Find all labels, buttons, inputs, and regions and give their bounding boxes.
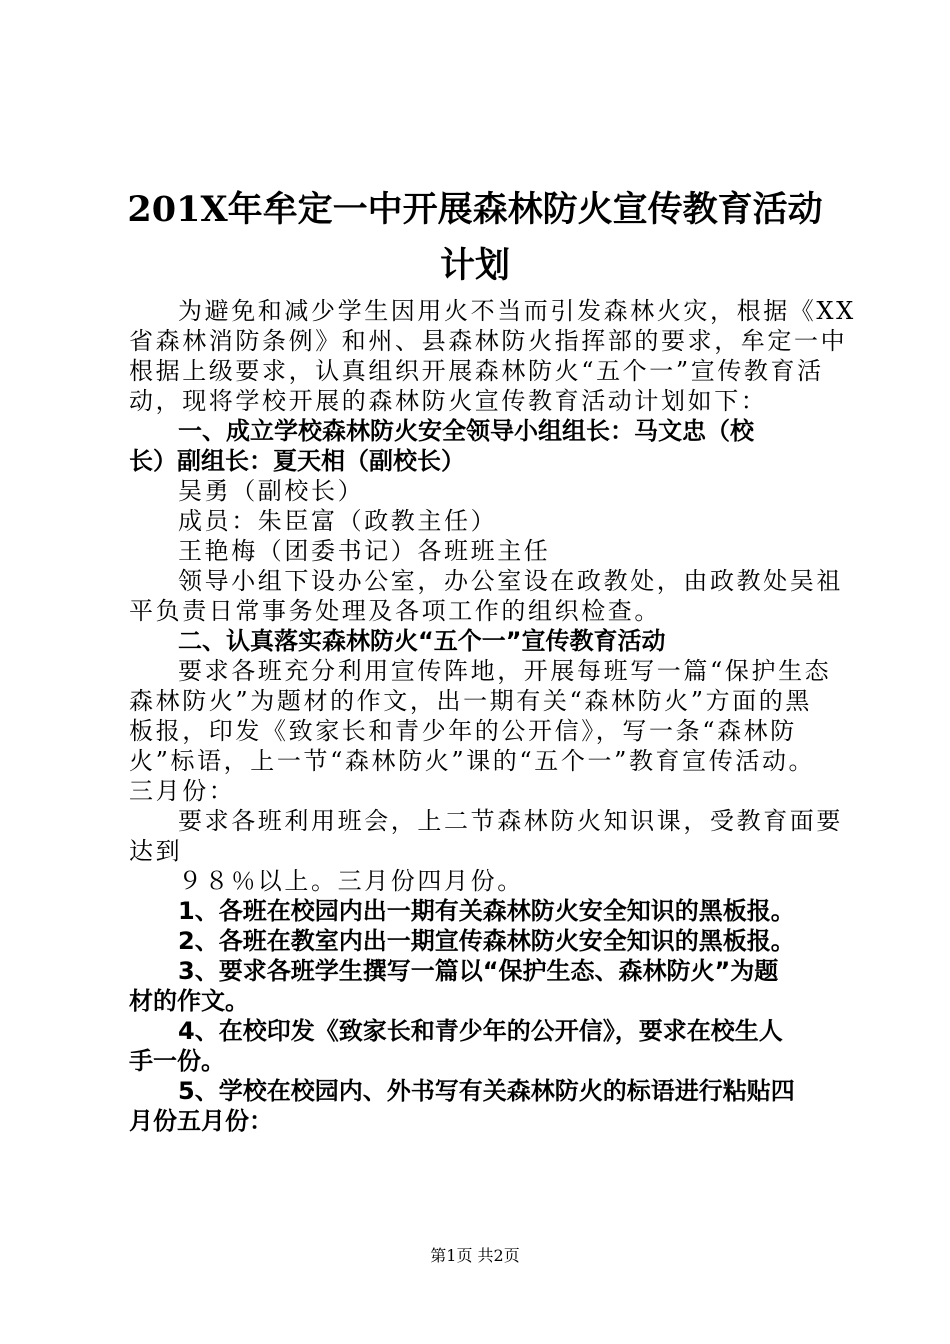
text-line: 省森林消防条例》和州、县森林防火指挥部的要求，牟定一中	[129, 327, 848, 355]
members-list	[129, 476, 844, 566]
text-line: 达到	[129, 837, 183, 865]
heading-line: 长）副组长：夏天相（副校长）	[129, 447, 465, 475]
list-item-continuation: 手一份。	[129, 1047, 225, 1075]
section-heading-1	[129, 416, 844, 476]
text-line: 火”标语，上一节“森林防火”课的“五个一”教育宣传活动。	[129, 747, 816, 775]
section-heading-2: 二、认真落实森林防火“五个一”宣传教育活动	[178, 627, 666, 655]
paragraph-class-meeting	[129, 806, 844, 866]
text-line: 动，现将学校开展的森林防火宣传教育活动计划如下：	[129, 387, 768, 415]
list-item: 1、各班在校园内出一期有关森林防火安全知识的黑板报。	[178, 897, 795, 925]
document-title-line-2: 计划	[439, 245, 510, 286]
text-line: 三月份：	[129, 777, 236, 805]
list-item-continuation: 材的作文。	[129, 987, 249, 1015]
text-line: 为避免和减少学生因用火不当而引发森林火灾，根据《XX	[178, 297, 856, 325]
document-title-line-1: 201X年牟定一中开展森林防火宣传教育活动	[127, 189, 823, 230]
text-line: 根据上级要求，认真组织开展森林防火“五个一”宣传教育活	[129, 357, 824, 385]
page-number-footer: 第1页 共2页	[430, 1246, 520, 1265]
text-line: 领导小组下设办公室，办公室设在政教处，由政教处吴祖	[178, 567, 843, 595]
text-line: 要求各班利用班会，上二节森林防火知识课，受教育面要	[178, 807, 843, 835]
text-line: 平负责日常事务处理及各项工作的组织检查。	[129, 597, 661, 625]
list-item: 3、要求各班学生撰写一篇以“保护生态、森林防火”为题	[178, 957, 779, 985]
text-line: 板报，印发《致家长和青少年的公开信》，写一条“森林防	[129, 717, 797, 745]
member-line: 吴勇（副校长）	[178, 477, 365, 505]
paragraph-intro	[129, 296, 856, 416]
text-line: 要求各班充分利用宣传阵地，开展每班写一篇“保护生态	[178, 657, 832, 685]
heading-line: 一、成立学校森林防火安全领导小组组长：马文忠（校	[178, 417, 754, 445]
list-item-continuation: 月份五月份：	[129, 1107, 273, 1135]
list-item: 5、学校在校园内、外书写有关森林防火的标语进行粘贴四	[178, 1077, 795, 1105]
paragraph-activities	[129, 656, 844, 806]
document-body	[129, 296, 856, 1136]
text-line: 森林防火”为题材的作文，出一期有关“森林防火”方面的黑	[129, 687, 813, 715]
numbered-items	[129, 896, 844, 1136]
paragraph-office	[129, 566, 844, 626]
paragraph-coverage: ９８％以上。三月份四月份。	[178, 867, 524, 895]
member-line: 成员：朱臣富（政教主任）	[178, 507, 498, 535]
member-line: 王艳梅（团委书记）各班班主任	[178, 537, 551, 565]
list-item: 2、各班在教室内出一期宣传森林防火安全知识的黑板报。	[178, 927, 795, 955]
list-item: 4、在校印发《致家长和青少年的公开信》，要求在校生人	[178, 1017, 783, 1045]
